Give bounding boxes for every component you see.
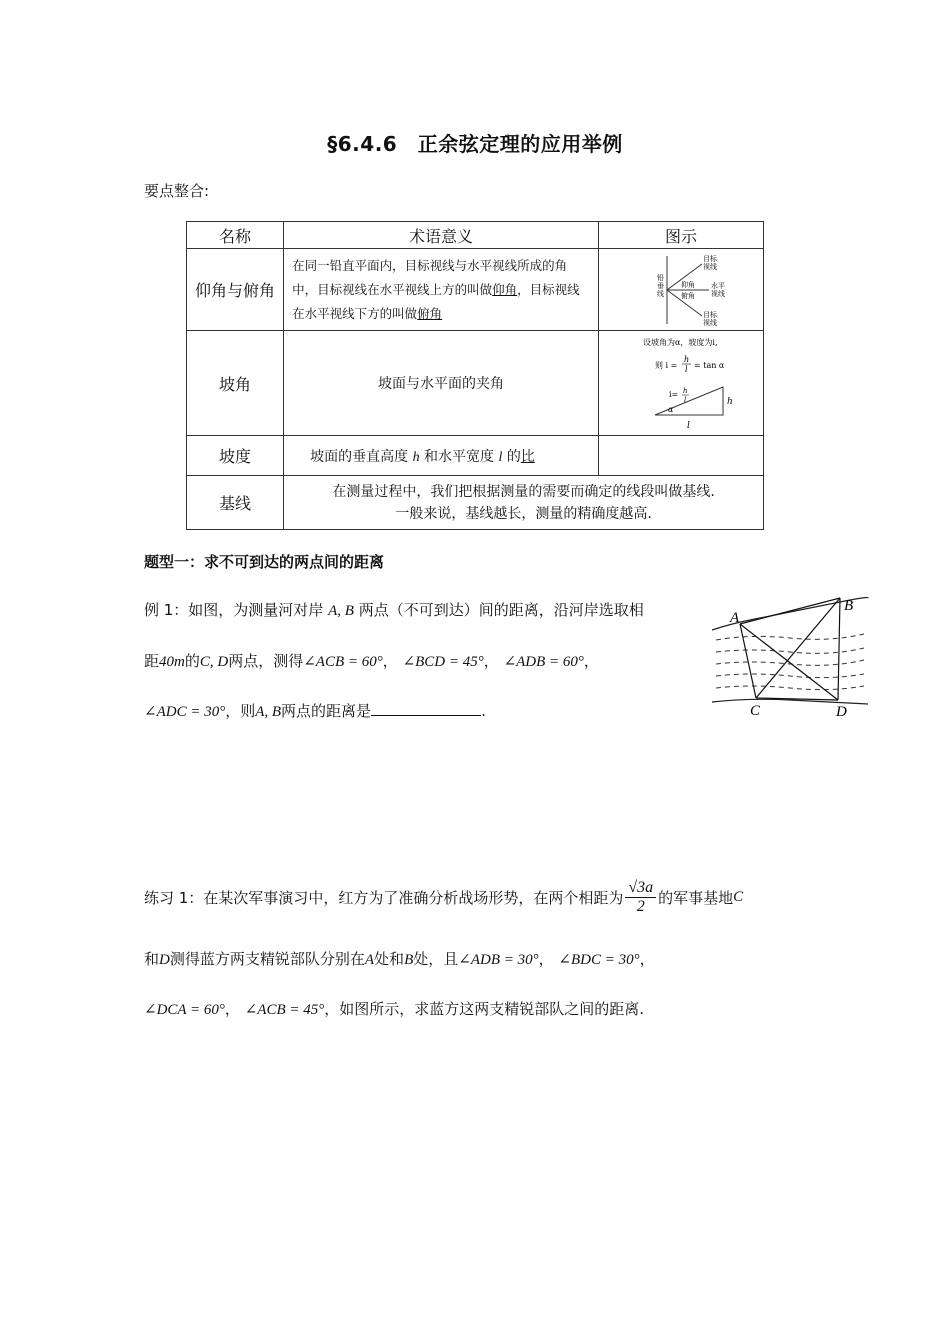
- slope-diagram: [599, 331, 763, 435]
- header-meaning: 术语意义: [284, 222, 599, 249]
- gradient-l: l: [498, 449, 503, 465]
- text: ，则: [225, 702, 256, 720]
- slope-formula-suffix: = tan α: [693, 361, 725, 370]
- gradient-ratio: 比: [520, 448, 535, 465]
- segment-BC: [756, 598, 840, 698]
- target-bottom-label: [703, 310, 718, 327]
- table-row: [187, 476, 764, 530]
- elevation-label: 仰角: [680, 280, 695, 289]
- slope-angle-meaning: 坡面与水平面的夹角: [378, 376, 505, 392]
- practice1-line3: [144, 998, 644, 1019]
- page-title: §6.4.6 正余弦定理的应用举例: [327, 132, 623, 156]
- alpha-label: α: [667, 405, 674, 414]
- water-line: [716, 634, 864, 640]
- plumb-label: [657, 273, 664, 298]
- gradient-meaning-mid: 和水平宽度: [424, 448, 495, 465]
- text: 两点的距离是: [281, 702, 372, 720]
- empty-figure-cell: [598, 436, 763, 476]
- slope-triangle: [655, 387, 723, 415]
- elevation-depression-diagram: [599, 250, 763, 330]
- section-heading: 题型一：求不可到达的两点间的距离: [144, 553, 385, 571]
- text: 的: [184, 652, 200, 670]
- fraction: [625, 879, 656, 916]
- fraction-numerator: √3a: [625, 879, 656, 898]
- math: C, D: [199, 654, 229, 670]
- gradient-h: h: [412, 449, 420, 465]
- water-line: [716, 686, 864, 690]
- point-B-label: B: [844, 598, 854, 614]
- math: ∠BDC = 30°: [558, 952, 640, 968]
- math: ∠BCD = 45°: [402, 654, 484, 670]
- target-top-l1: 目标: [702, 254, 717, 263]
- slope-i-label: i=: [668, 390, 679, 399]
- formula-h: h: [683, 355, 690, 364]
- river-figure: [710, 590, 870, 720]
- baseline-line1: 在测量过程中，我们把根据测量的需要而确定的线段叫做基线.: [332, 483, 715, 500]
- water-line: [716, 674, 864, 678]
- math: B: [404, 952, 414, 968]
- i-h: h: [682, 387, 688, 395]
- table-header-row: [187, 222, 764, 249]
- slope-figure-cell: [598, 331, 763, 436]
- answer-blank: [371, 701, 481, 716]
- elevation-figure-cell: [598, 249, 763, 331]
- math: ∠ADB = 30°: [458, 952, 539, 968]
- depression-term: 俯角: [417, 305, 443, 321]
- terms-table: [186, 221, 764, 530]
- fraction-denominator: 2: [636, 897, 645, 915]
- i-l: l: [683, 396, 687, 404]
- row-meaning: [284, 249, 599, 331]
- summary-label: 要点整合:: [144, 182, 210, 200]
- text: ，: [483, 652, 499, 670]
- row-name: 坡角: [187, 331, 284, 436]
- row-meaning: [284, 436, 599, 476]
- text: 两点（不可到达）间的距离，沿河岸选取相: [358, 601, 644, 619]
- text: ，: [639, 950, 655, 968]
- practice1-line1: [144, 872, 743, 922]
- slope-prefix-text: 则: [654, 361, 663, 370]
- math: 40m: [159, 654, 185, 670]
- math: ∠ACB = 60°: [303, 654, 383, 670]
- l-label: l: [686, 421, 690, 431]
- target-top-l2: 视线: [702, 262, 717, 271]
- practice1-line2: [144, 948, 655, 969]
- water-lines: [716, 634, 864, 690]
- text: ，: [538, 950, 554, 968]
- example1-line2: [144, 650, 599, 671]
- row-name: 坡度: [187, 436, 284, 476]
- text: 两点，测得: [228, 652, 304, 670]
- horizontal-l2: 视线: [710, 289, 725, 298]
- segment-AB: [740, 598, 840, 624]
- math: ∠ADC = 30°: [144, 704, 226, 720]
- slope-def-line: 设坡角为α，坡度为i,: [642, 338, 718, 347]
- horizontal-l1: 水平: [710, 281, 725, 290]
- plumb-l1: 铅: [656, 273, 664, 282]
- text: 测得蓝方两支精锐部队分别在: [169, 950, 365, 968]
- segment-BD: [838, 598, 840, 700]
- row-name: 基线: [187, 476, 284, 530]
- text: .: [481, 702, 486, 720]
- text: 的军事基地: [658, 888, 734, 907]
- math: ∠ACB = 45°: [244, 1002, 325, 1018]
- math: D: [159, 952, 170, 968]
- gradient-meaning: 坡面的垂直高度: [310, 448, 409, 465]
- table-row: [187, 436, 764, 476]
- point-A-label: A: [730, 610, 740, 626]
- text: 和: [144, 950, 160, 968]
- baseline-line2: 一般来说，基线越长，测量的精确度越高.: [395, 505, 652, 522]
- header-figure: 图示: [598, 222, 763, 249]
- slope-formula-prefix: 则 i =: [654, 361, 678, 370]
- row-meaning: [284, 331, 599, 436]
- example1-line1: [144, 599, 644, 620]
- plumb-l3: 线: [656, 289, 664, 298]
- point-D-label: D: [836, 704, 847, 720]
- measurement-lines: [740, 598, 840, 700]
- text: 处和: [374, 950, 405, 968]
- text: ，: [224, 1000, 240, 1018]
- text: ，: [583, 652, 599, 670]
- point-C-label: C: [750, 703, 761, 719]
- math: C: [733, 888, 744, 905]
- table-row: [187, 249, 764, 331]
- text: 距: [144, 652, 160, 670]
- depression-label: 俯角: [680, 291, 695, 300]
- target-bottom-l1: 目标: [702, 310, 717, 319]
- horizontal-label: [711, 281, 725, 298]
- plumb-l2: 垂: [656, 281, 664, 290]
- target-top-label: [703, 254, 718, 271]
- math: A: [364, 952, 375, 968]
- text: ，: [382, 652, 398, 670]
- math: A, B: [255, 704, 282, 720]
- target-bottom-l2: 视线: [702, 318, 717, 327]
- row-name: 仰角与俯角: [187, 249, 284, 331]
- h-label: h: [726, 397, 733, 407]
- text: 练习 1：在某次军事演习中，红方为了准确分析战场形势，在两个相距为: [144, 888, 624, 907]
- row-meaning: [284, 476, 764, 530]
- math: ∠DCA = 60°: [144, 1002, 225, 1018]
- meaning-text: 在同一铅直平面内，目标视线与水平视线所成的角中，目标视线在水平视线上方的叫做: [292, 257, 568, 297]
- water-line: [716, 648, 864, 653]
- table-row: [187, 331, 764, 436]
- text: 例 1：如图，为测量河对岸: [144, 601, 324, 619]
- meaning-text: ，目标视线在水平视线下方的叫做: [292, 281, 580, 321]
- example1-line3: [144, 700, 486, 721]
- text: 处，且: [413, 950, 459, 968]
- text: ，如图所示，求蓝方这两支精锐部队之间的距离.: [324, 1000, 645, 1018]
- math: A, B: [328, 603, 354, 619]
- formula-l: l: [684, 365, 688, 374]
- header-name: 名称: [187, 222, 284, 249]
- elevation-term: 仰角: [492, 281, 518, 297]
- gradient-of: 的: [506, 448, 521, 465]
- math: ∠ADB = 60°: [503, 654, 584, 670]
